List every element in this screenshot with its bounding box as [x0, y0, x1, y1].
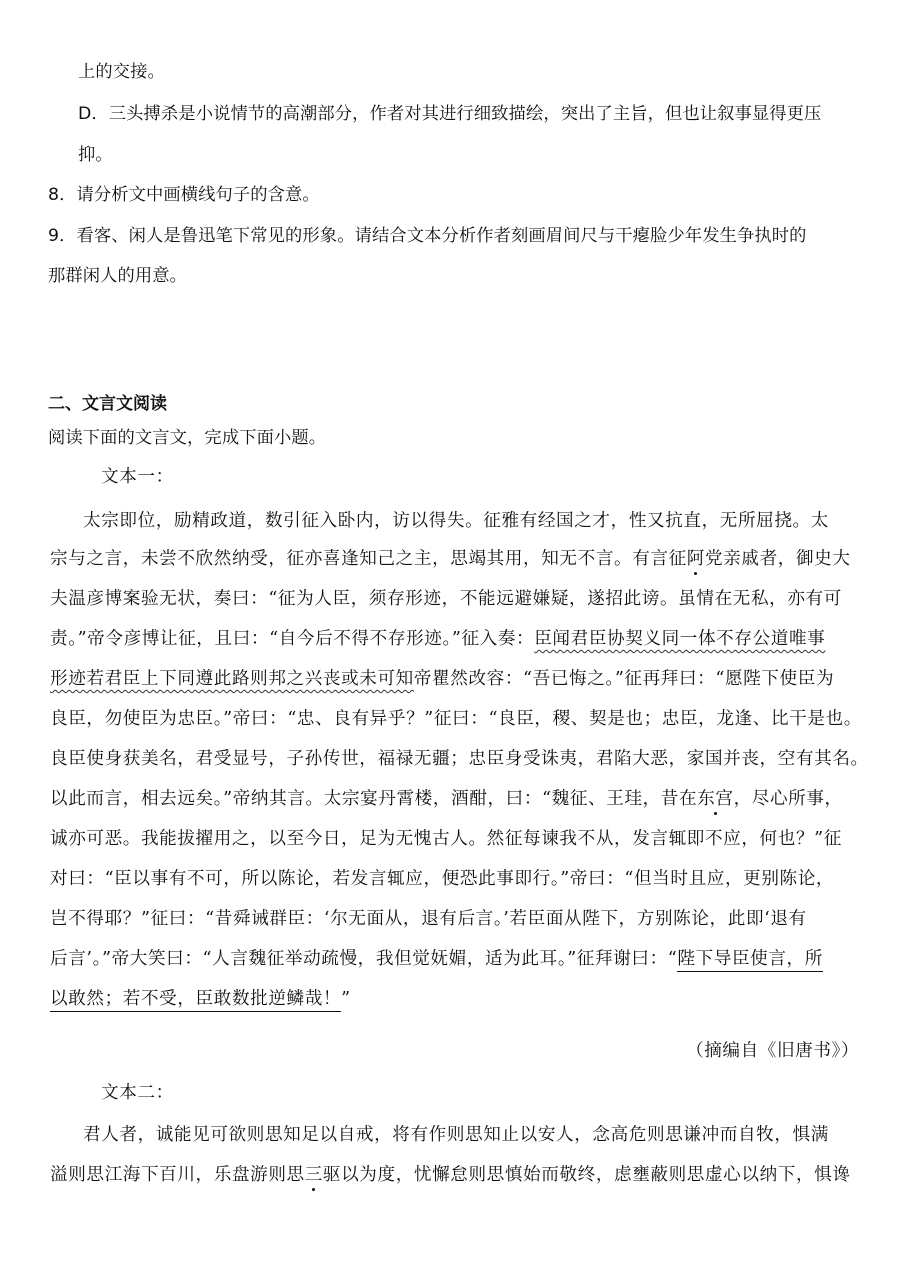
passage-line: 良臣使身获美名，君受显号，子孙传世，福禄无疆；忠臣身受诛夷，君陷大恶，家国并丧，空有其名。 — [50, 749, 869, 769]
option-c-tail: 上的交接。 — [78, 62, 165, 82]
passage-line: 夫温彦博案验无状，奏曰：“征为人臣，须存形迹，不能远避嫌疑，遂招此谤。虽情在无私，亦有可 — [50, 589, 842, 609]
emphasis-dot-char: 阿 — [686, 549, 705, 569]
emphasis-dot-char: 三 — [304, 1165, 323, 1185]
passage-line: 溢则思江海下百川，乐盘游则思三驱以为度，忧懈怠则思慎始而敬终，虑壅蔽则思虚心以纳下，惧谗 — [50, 1165, 851, 1185]
question-9-cont: 那群闲人的用意。 — [48, 266, 188, 286]
passage-line: 责。”帝令彦博让征，且曰：“自今后不得不存形迹。”征入奏：臣闻君臣协契义同一体不存公道唯事 — [50, 629, 826, 649]
section-instruction: 阅读下面的文言文，完成下面小题。 — [48, 428, 327, 448]
source-citation: （摘编自《旧唐书》） — [686, 1041, 860, 1061]
passage-line: 后言’。”帝大笑曰：“人言魏征举动疏慢，我但觉妩媚，适为此耳。”征拜谢曰：“陛下导臣使言，所 — [50, 947, 823, 971]
question-9: 9．看客、闲人是鲁迅笔下常见的形象。请结合文本分析作者刻画眉间尺与干瘪脸少年发生争执时的 — [48, 226, 807, 246]
passage-line: 岂不得耶？”征曰：“昔舜诫群臣：‘尔无面从，退有后言。’若臣面从陛下，方别陈论，此即‘退有 — [50, 909, 807, 929]
passage-line: 形迹若君臣上下同遵此路则邦之兴丧或未可知帝瞿然改容：“吾已悔之。”征再拜曰：“愿陛下使臣为 — [50, 669, 835, 689]
section-heading: 二、文言文阅读 — [48, 394, 167, 414]
text1-label: 文本一： — [101, 467, 174, 487]
passage-line: 宗与之言，未尝不欣然纳受，征亦喜逢知己之主，思竭其用，知无不言。有言征阿党亲戚者，御史大 — [50, 549, 851, 569]
emphasis-dot-word: 东宫 — [697, 789, 734, 809]
passage-line: 以此而言，相去远矣。”帝纳其言。太宗宴丹霄楼，酒酣，曰：“魏征、王珪，昔在东宫，尽心所事， — [50, 789, 843, 809]
underlined-sentence: 以敢然；若不受，臣敢数批逆鳞哉！ — [50, 989, 341, 1012]
passage-line: 君人者，诚能见可欲则思知足以自戒，将有作则思知止以安人，念高危则思谦冲而自牧，惧满 — [83, 1125, 829, 1145]
text2-label: 文本二： — [101, 1083, 174, 1103]
passage-line: 太宗即位，励精政道，数引征入卧内，访以得失。征雅有经国之才，性又抗直，无所屈挠。太 — [83, 511, 829, 531]
passage-line: 对曰：“臣以事有不可，所以陈论，若发言辄应，便恐此事即行。”帝曰：“但当时且应，更别陈论， — [50, 869, 835, 889]
option-d-cont: 抑。 — [78, 145, 113, 165]
question-8: 8．请分析文中画横线句子的含意。 — [48, 185, 320, 205]
passage-line: 诚亦可恶。我能拔擢用之，以至今日，足为无愧古人。然征每谏我不从，发言辄即不应，何也？”征 — [50, 829, 842, 849]
passage-line: 良臣，勿使臣为忠臣。”帝曰：“忠、良有异乎？”征曰：“良臣，稷、契是也；忠臣，龙逢、比干是也。 — [50, 709, 862, 729]
passage-line: 以敢然；若不受，臣敢数批逆鳞哉！” — [50, 987, 351, 1011]
option-d: D．三头搏杀是小说情节的高潮部分，作者对其进行细致描绘，突出了主旨，但也让叙事显得更压 — [78, 104, 822, 124]
wavy-underline-sentence: 臣闻君臣协契义同一体不存公道唯事 — [534, 629, 826, 649]
wavy-underline-sentence: 形迹若君臣上下同遵此路则邦之兴丧或未可知 — [50, 669, 414, 689]
underlined-sentence: 陛下导臣使言，所 — [677, 949, 823, 972]
